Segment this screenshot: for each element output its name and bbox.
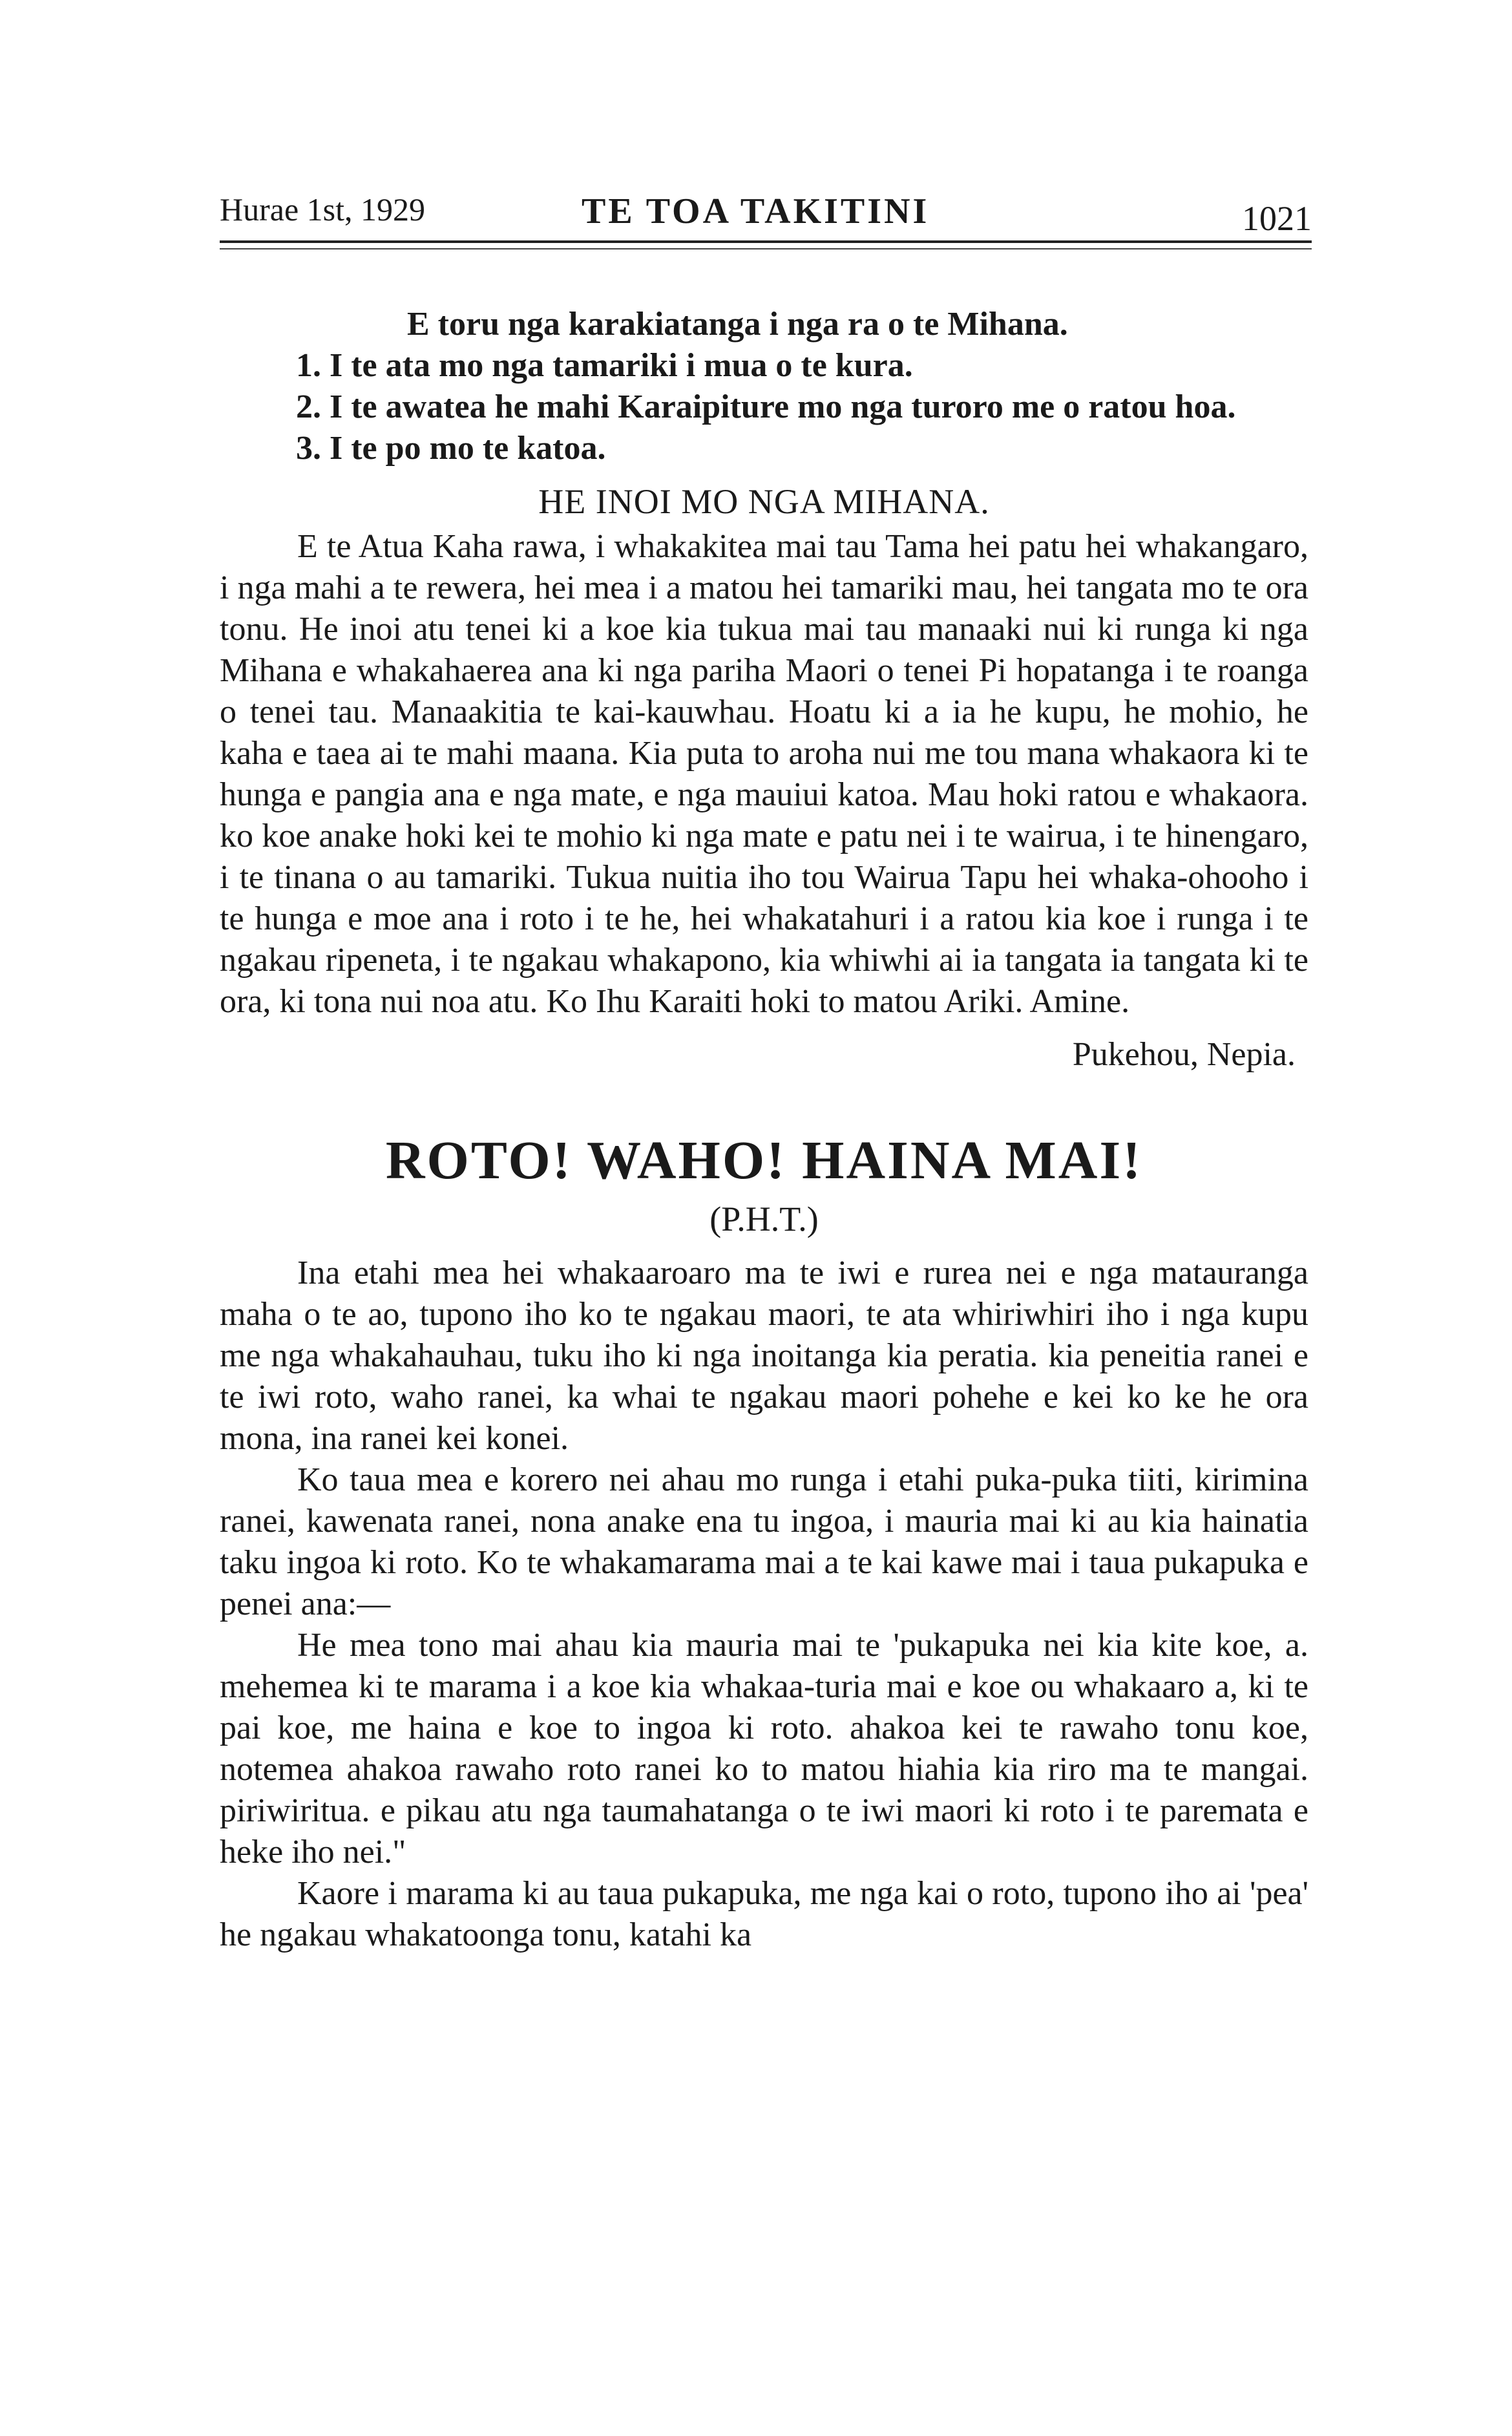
article-paragraph: Kaore i marama ki au taua pukapuka, me nga kai o roto, tupono iho ai 'pea' he ngakau whakatoonga tonu, katahi ka (220, 1875, 1308, 1953)
article-title: ROTO! WAHO! HAINA MAI! (385, 1130, 1143, 1191)
article-author: (P.H.T.) (709, 1200, 819, 1238)
prayer-paragraph: E te Atua Kaha rawa, i whakakitea mai tau Tama hei patu hei whakangaro, i nga mahi a te rewera, hei mea i a matou hei tamariki mau, hei tangata mo te ora tonu. He inoi atu tenei ki a koe kia tukua mai tau manaaki nui ki runga ki nga Mihana e whakahaerea ana ki nga pariha Maori o tenei Pi hopatanga i te roanga o tenei tau. Manaakitia te kai-kauwhau. Hoatu ki a ia he kupu, he mohio, he kaha e taea ai te mahi maana. Kia puta to aroha nui me tou mana whakaora ki te hunga e pangia ana e nga mate, e nga mauiui katoa. Mau hoki ratou e whakaora. ko koe anake hoki kei te mohio ki nga mate e patu nei i te wairua, i te hinengaro, i te tinana o au tamariki. Tukua nuitia iho tou Wairua Tapu hei whaka-ohooho i te hunga e moe ana i roto i te he, hei whakatahuri i a ratou kia koe i runga i te ngakau ripeneta, i te ngakau whakapono, kia whiwhi ai ia tangata ia tangata ki te ora, ki tona nui noa atu. Ko Ihu Karaiti hoki to matou Ariki. Amine. (220, 528, 1308, 1020)
article-paragraph: Ko taua mea e korero nei ahau mo runga i etahi puka-puka tiiti, kirimina ranei, kawenata ranei, nona anake ena tu ingoa, i mauria mai ki au kia hainatia taku ingoa ki roto. Ko te whakamarama mai a te kai kawe mai i taua pukapuka e penei ana:— (220, 1461, 1308, 1622)
services-intro: E toru nga karakiatanga i nga ra o te Mihana. (407, 306, 1068, 343)
page-number: 1021 (1242, 199, 1312, 238)
article-paragraph: Ina etahi mea hei whakaaroaro ma te iwi e rurea nei e nga matauranga maha o te ao, tupono iho ko te ngakau maori, te ata whiriwhiri iho i nga kupu me nga whakahauhau, tuku iho ki nga inoitanga kia peratia. kia peneitia ranei e te iwi roto, waho ranei, ka whai te ngakau maori pohehe e kei ko ke he ora mona, ina ranei kei konei. (220, 1255, 1308, 1457)
list-item: 1. I te ata mo nga tamariki i mua o te kura. (296, 347, 913, 384)
header-rule-thick (220, 240, 1312, 243)
header-rule-thin (220, 248, 1312, 249)
list-item: 2. I te awatea he mahi Karaipiture mo nga turoro me o ratou hoa. (296, 388, 1236, 425)
article-paragraph: He mea tono mai ahau kia mauria mai te 'pukapuka nei kia kite koe, a. mehemea ki te marama i a koe kia whakaa-turia mai e koe ou whakaaro a, ki te pai koe, me haina e koe to ingoa ki roto. ahakoa kei te rawaho tonu koe, notemea ahakoa rawaho roto ranei ko to matou hiahia kia riro ma te mangai. piriwiritua. e pikau atu nga taumahatanga o te iwi maori ki roto i te paremata e heke iho nei." (220, 1627, 1308, 1870)
page-body (220, 304, 1308, 1956)
list-item: 3. I te po mo te katoa. (296, 430, 606, 467)
prayer-signature: Pukehou, Nepia. (1072, 1036, 1296, 1073)
header-publication-title: TE TOA TAKITINI (582, 191, 930, 231)
running-header (220, 191, 1312, 242)
header-date: Hurae 1st, 1929 (220, 191, 425, 228)
prayer-heading: HE INOI MO NGA MIHANA. (538, 482, 990, 521)
